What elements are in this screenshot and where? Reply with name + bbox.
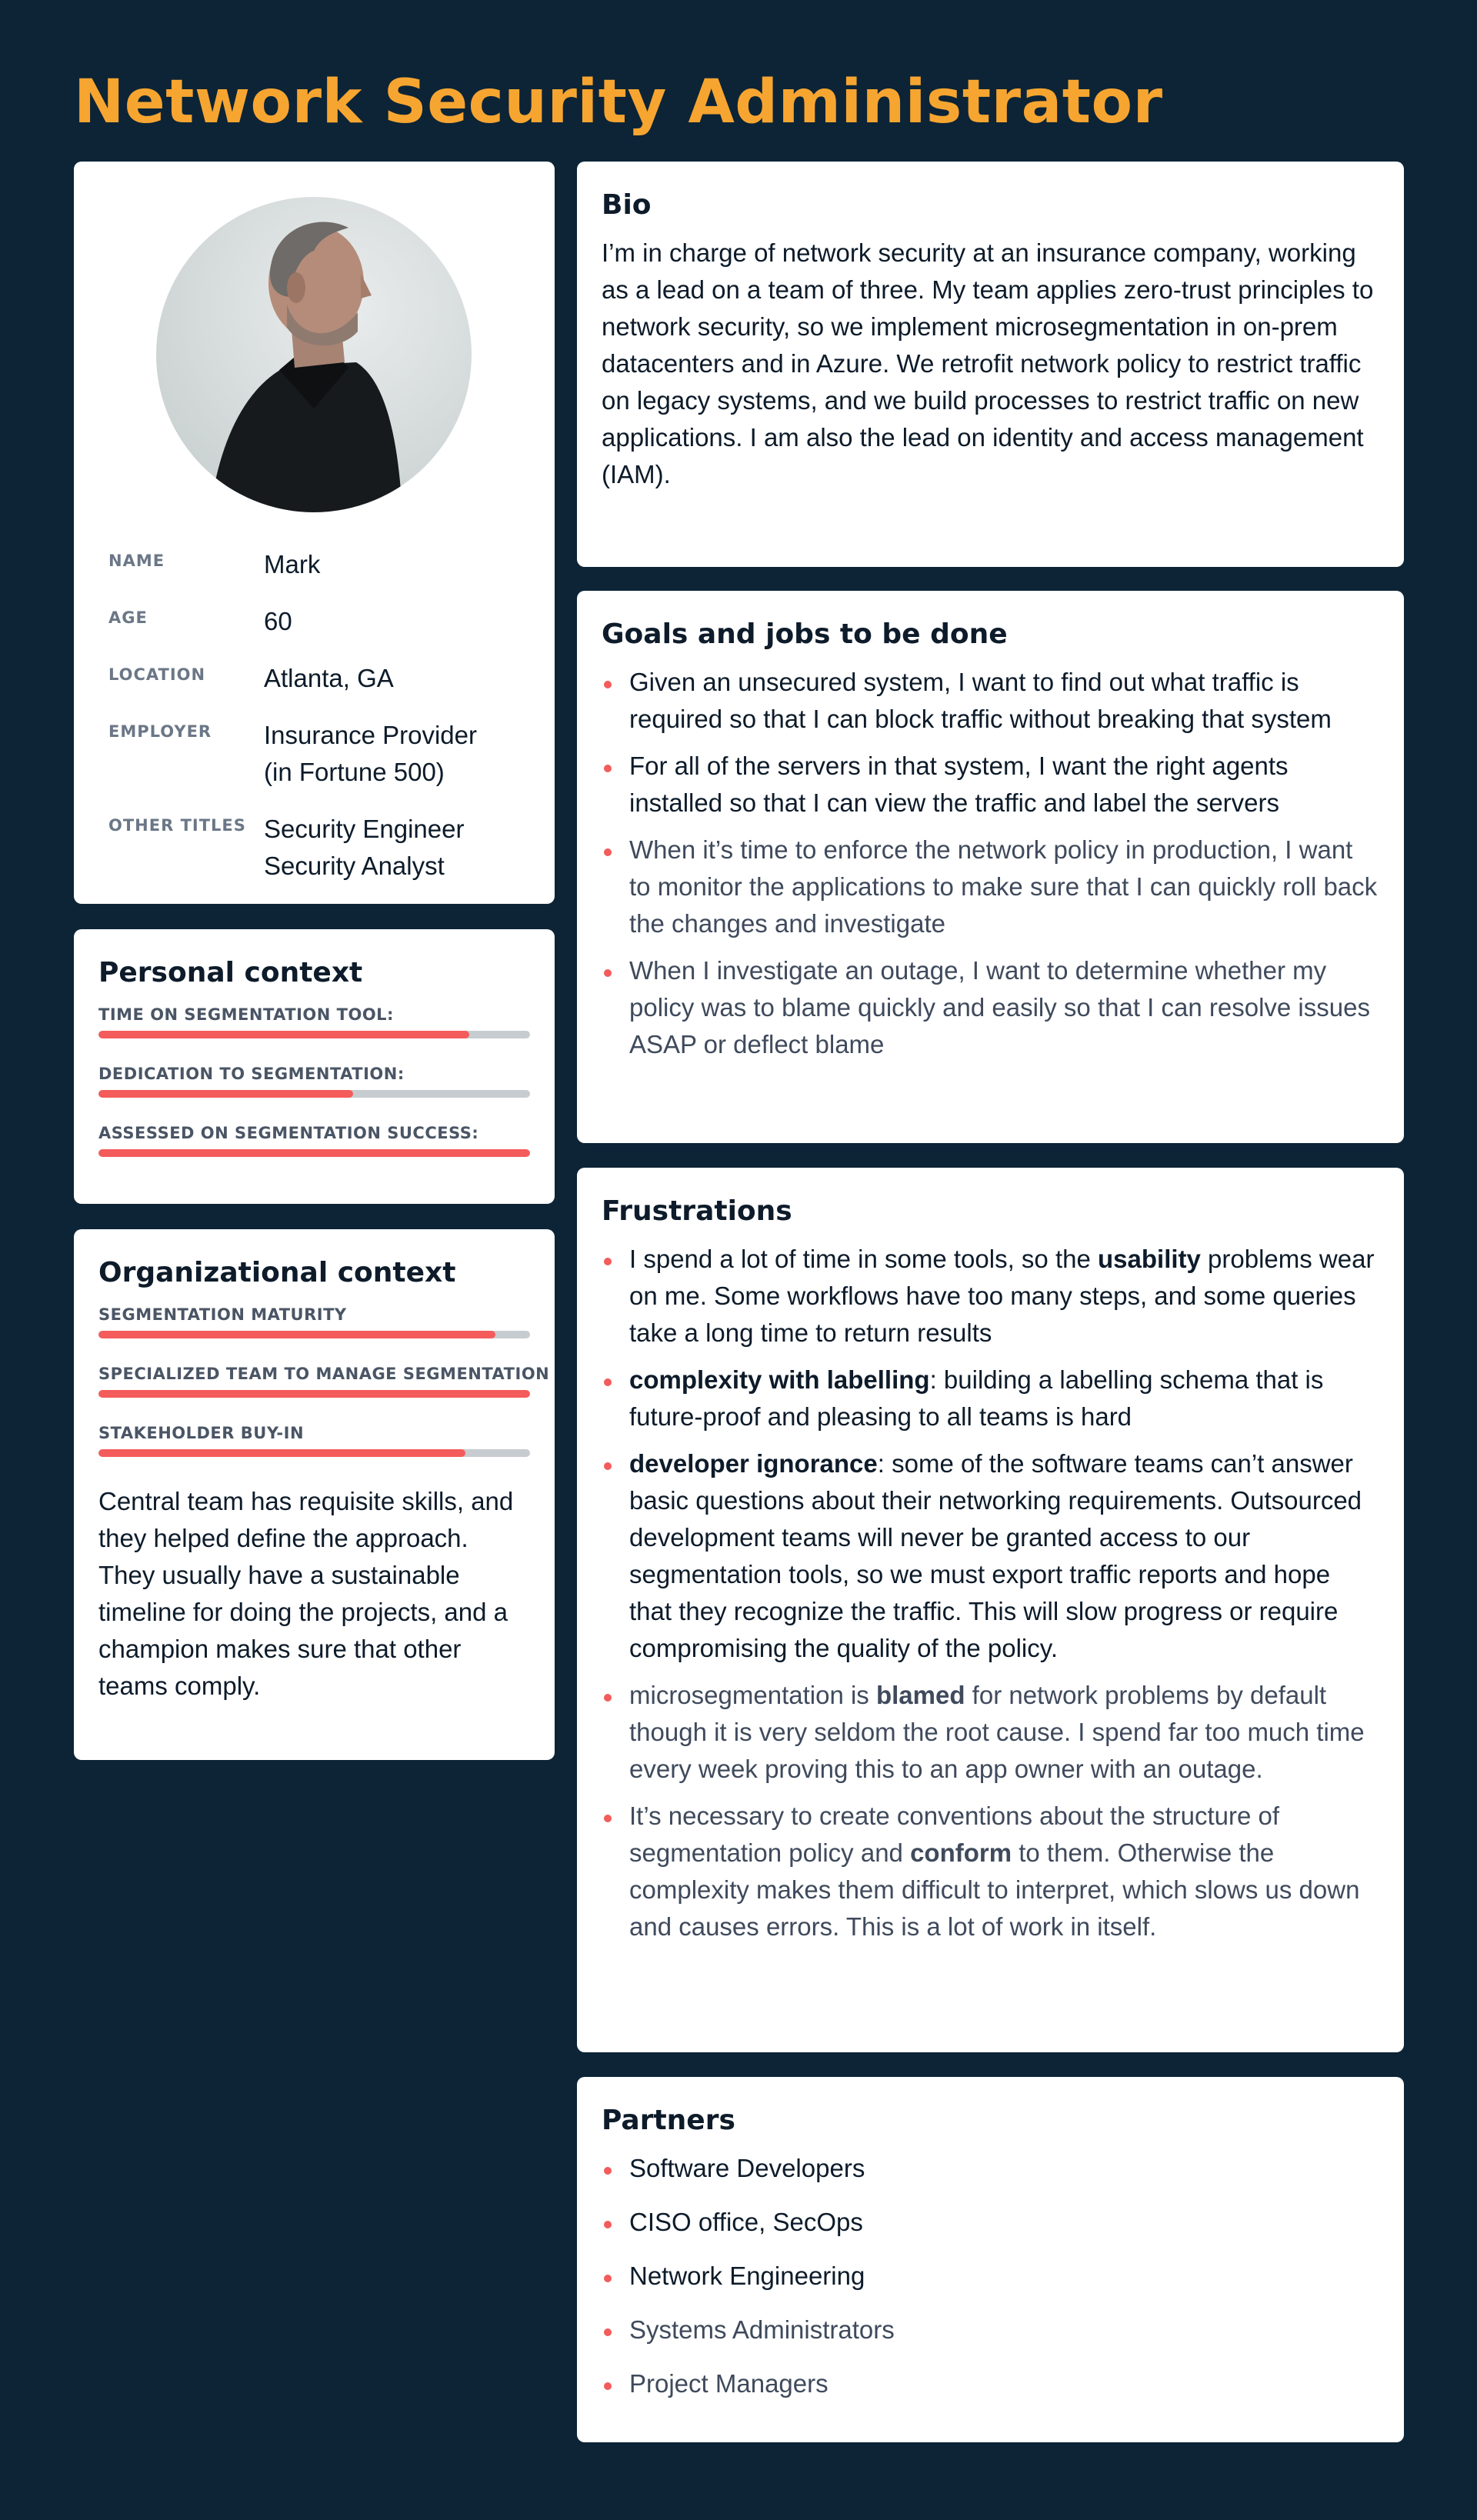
employer-line: Insurance Provider — [264, 721, 477, 749]
other-titles-value — [264, 811, 532, 885]
frustration-keyword: developer ignorance — [629, 1449, 878, 1478]
meter-track — [98, 1031, 530, 1038]
bio-card — [577, 162, 1404, 567]
frustration-text: microsegmentation is — [629, 1681, 876, 1709]
meter-fill — [98, 1031, 469, 1038]
frustration-text: : some of the software teams can’t answer basic questions about their networking requirements. Outsourced development teams will never be granted access to our segmentation tools, so we must export traffic reports and hope that they recognize the traffic. This will slow progress or require compromising the quality of the policy. — [629, 1449, 1362, 1662]
meter — [98, 1365, 550, 1398]
meter-label: ASSESSED ON SEGMENTATION SUCCESS: — [98, 1124, 479, 1142]
frustration-item — [602, 1798, 1379, 1945]
meter-track — [98, 1090, 530, 1098]
employer-value — [264, 717, 532, 791]
frustrations-heading: Frustrations — [602, 1195, 792, 1227]
age-row — [108, 603, 532, 640]
profile-card — [74, 162, 555, 904]
meter-fill — [98, 1331, 495, 1338]
location-row — [108, 660, 532, 697]
goal-item: For all of the servers in that system, I want the right agents installed so that I can view the traffic and label the servers — [602, 748, 1379, 822]
meter — [98, 1305, 530, 1338]
frustration-text: : building a labelling schema that is future-proof and pleasing to all teams is hard — [629, 1365, 1324, 1431]
partners-list — [602, 2150, 1379, 2402]
age-value: 60 — [264, 607, 292, 635]
personal-context-card — [74, 929, 555, 1204]
meter-label: TIME ON SEGMENTATION TOOL: — [98, 1005, 394, 1024]
frustration-item — [602, 1677, 1379, 1788]
org-context-card — [74, 1229, 555, 1760]
frustration-item — [602, 1241, 1379, 1352]
goal-item: Given an unsecured system, I want to find out what traffic is required so that I can block traffic without breaking that system — [602, 664, 1379, 738]
person-photo-icon — [156, 197, 472, 512]
meter-label: STAKEHOLDER BUY-IN — [98, 1424, 305, 1442]
employer-line: (in Fortune 500) — [264, 758, 445, 786]
goals-list — [602, 664, 1379, 1063]
meter-fill — [98, 1449, 465, 1457]
meter-fill — [98, 1390, 530, 1398]
partner-item: Project Managers — [602, 2365, 1379, 2402]
goals-heading: Goals and jobs to be done — [602, 618, 1008, 650]
meter-fill — [98, 1149, 530, 1157]
meter — [98, 1124, 530, 1157]
frustrations-list — [602, 1241, 1379, 1945]
goal-item: When I investigate an outage, I want to determine whether my policy was to blame quickly and easily so that I can resolve issues ASAP or deflect blame — [602, 952, 1379, 1063]
partner-item: Systems Administrators — [602, 2312, 1379, 2348]
avatar — [156, 197, 472, 512]
frustration-keyword: complexity with labelling — [629, 1365, 930, 1394]
meter-label: SEGMENTATION MATURITY — [98, 1305, 347, 1324]
other-title: Security Analyst — [264, 852, 445, 880]
name-label: NAME — [108, 552, 165, 570]
meter-fill — [98, 1090, 353, 1098]
goals-card — [577, 591, 1404, 1143]
frustration-keyword: blamed — [875, 1681, 965, 1709]
bio-heading: Bio — [602, 189, 652, 221]
frustration-text: problems wear on me. Some workflows have too many steps, and some queries take a long time to return results — [629, 1245, 1375, 1347]
partners-heading: Partners — [602, 2105, 735, 2136]
bio-text: I’m in charge of network security at an insurance company, working as a lead on a team of three. My team applies zero-trust principles to network security, so we implement microsegmentation in on-prem datacenters and in Azure. We retrofit network policy to restrict traffic on legacy systems, and we build processes to restrict traffic on new applications. I am also the lead on identity and access management (IAM). — [602, 238, 1374, 488]
frustration-item — [602, 1362, 1379, 1435]
meter — [98, 1005, 530, 1038]
other-titles-row — [108, 811, 532, 885]
partners-card — [577, 2077, 1404, 2442]
age-label: AGE — [108, 608, 148, 627]
frustrations-card — [577, 1168, 1404, 2052]
meter-track — [98, 1149, 530, 1157]
partner-item: CISO office, SecOps — [602, 2204, 1379, 2241]
meter-track — [98, 1449, 530, 1457]
frustration-keyword: conform — [910, 1838, 1012, 1867]
frustration-text: It’s necessary to create conventions about the structure of segmentation policy and — [629, 1802, 1280, 1867]
frustration-text: I spend a lot of time in some tools, so the — [629, 1245, 1098, 1273]
frustration-text: for network problems by default though it is very seldom the root cause. I spend far too much time every week proving this to an app owner with an outage. — [629, 1681, 1365, 1783]
name-row — [108, 546, 532, 583]
page-title: Network Security Administrator — [74, 68, 1163, 137]
org-context-heading: Organizational context — [98, 1257, 456, 1288]
name-value: Mark — [264, 550, 321, 578]
org-context-text: Central team has requisite skills, and they helped define the approach. They usually have a sustainable timeline for doing the projects, and a champion makes sure that other teams comply. — [98, 1487, 514, 1700]
profile-info — [108, 546, 532, 905]
partner-item: Network Engineering — [602, 2258, 1379, 2295]
location-value: Atlanta, GA — [264, 664, 394, 692]
frustration-keyword: usability — [1098, 1245, 1201, 1273]
meter — [98, 1424, 530, 1457]
partner-item: Software Developers — [602, 2150, 1379, 2187]
other-title: Security Engineer — [264, 815, 465, 843]
meter-track — [98, 1331, 530, 1338]
goal-item: When it’s time to enforce the network policy in production, I want to monitor the applications to make sure that I can quickly roll back the changes and investigate — [602, 832, 1379, 942]
personal-context-heading: Personal context — [98, 957, 363, 988]
frustration-item — [602, 1445, 1379, 1667]
other-titles-label: OTHER TITLES — [108, 816, 246, 835]
employer-label: EMPLOYER — [108, 722, 212, 741]
location-label: LOCATION — [108, 665, 206, 684]
meter — [98, 1065, 530, 1098]
meter-track — [98, 1390, 530, 1398]
meter-label: DEDICATION TO SEGMENTATION: — [98, 1065, 405, 1083]
employer-row — [108, 717, 532, 791]
meter-label: SPECIALIZED TEAM TO MANAGE SEGMENTATION — [98, 1365, 550, 1383]
frustration-text: to them. Otherwise the complexity makes them difficult to interpret, which slows us down and causes errors. This is a lot of work in itself. — [629, 1838, 1360, 1941]
